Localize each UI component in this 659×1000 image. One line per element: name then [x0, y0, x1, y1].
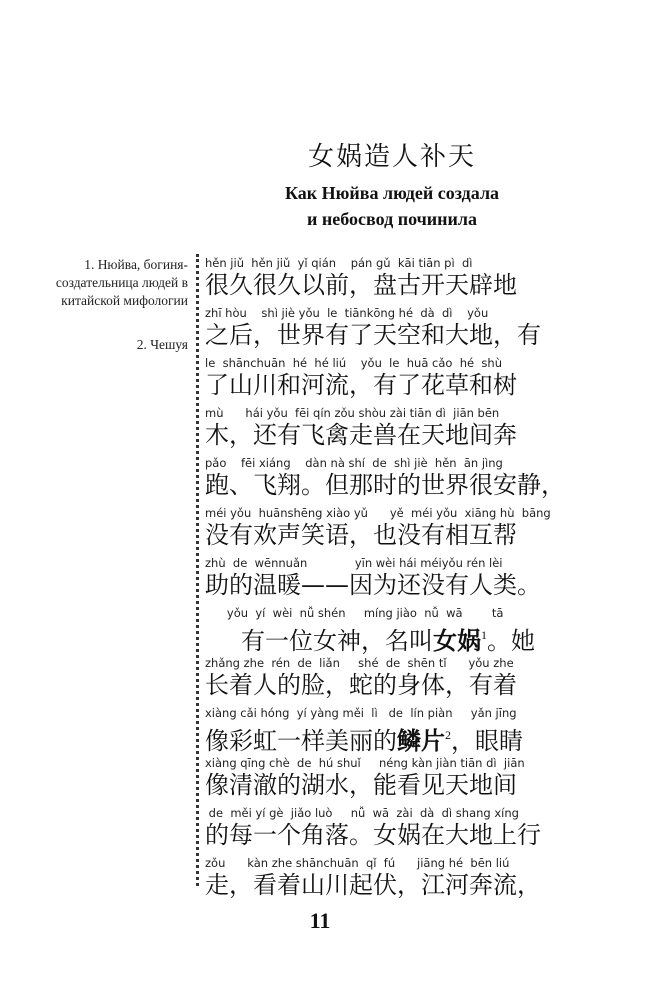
hanzi-line: 助的温暖——因为还没有人类。: [205, 571, 541, 599]
text-line: [205, 606, 585, 655]
footnote-ref-1: 1: [481, 628, 487, 642]
page-number: 11: [309, 908, 331, 933]
hanzi-line: 长着人的脸，蛇的身体，有着: [205, 671, 517, 699]
pinyin-line: zhǎng zhe rén de liǎn shé de shēn tǐ yǒu zhe: [205, 656, 514, 670]
hanzi-line: 像清澈的湖水，能看见天地间: [205, 771, 517, 799]
text-line: [205, 556, 585, 600]
pinyin-line: mù hái yǒu fēi qín zǒu shòu zài tiān dì jiān bēn: [205, 406, 500, 420]
pinyin-line: zhī hòu shì jiè yǒu le tiānkōng hé dà dì yǒu: [205, 306, 489, 320]
hanzi-text: 像彩虹一样美丽的: [205, 727, 397, 755]
glossed-term-nuwa: 女娲: [433, 627, 481, 655]
pinyin-line: le shānchuān hé hé liú yǒu le huā cǎo hé shù: [205, 356, 503, 370]
text-line: [205, 656, 585, 700]
pinyin-line: xiàng qīng chè de hú shuǐ néng kàn jiàn tiān dì jiān: [205, 756, 525, 770]
pinyin-line: pǎo fēi xiáng dàn nà shí de shì jiè hěn ān jìng: [205, 456, 503, 470]
pinyin-line: méi yǒu huānshēng xiào yǔ yě méi yǒu xiāng hù bāng: [205, 506, 551, 520]
text-line: [205, 356, 585, 400]
hanzi-line: 了山川和河流，有了花草和树: [205, 371, 517, 399]
hanzi-line: 没有欢声笑语，也没有相互帮: [205, 521, 517, 549]
pinyin-line: zǒu kàn zhe shānchuān qǐ fú jiāng hé bēn liú: [205, 856, 510, 870]
subtitle-line-1: Как Нюйва людей создала: [284, 183, 500, 203]
hanzi-line: [205, 720, 585, 755]
subtitle: [192, 180, 592, 232]
pinyin-line: yǒu yí wèi nǚ shén míng jiào nǚ wā tā: [205, 606, 504, 620]
footnotes: [40, 256, 188, 354]
text-line: [205, 406, 585, 450]
hanzi-line: 木，还有飞禽走兽在天地间奔: [205, 421, 517, 449]
hanzi-line: 走，看着山川起伏，江河奔流，: [205, 871, 541, 899]
subtitle-line-2: и небосвод починила: [307, 209, 477, 229]
hanzi-line: 跑、飞翔。但那时的世界很安静，: [205, 471, 565, 499]
pinyin-line: hěn jiǔ hěn jiǔ yǐ qián pán gǔ kāi tiān pì dì: [205, 256, 473, 270]
hanzi-line: 很久很久以前，盘古开天辟地: [205, 271, 517, 299]
text-line: [205, 756, 585, 800]
hanzi-line: 之后，世界有了天空和大地，有: [205, 321, 541, 349]
page-title: 女娲造人补天: [307, 142, 476, 172]
hanzi-text: ，眼睛: [451, 727, 523, 755]
pinyin-line: zhù de wēnnuǎn yīn wèi hái méiyǒu rén lèi: [205, 556, 503, 570]
pinyin-line: de měi yí gè jiǎo luò nǚ wā zài dà dì shang xíng: [205, 806, 519, 820]
hanzi-line: [205, 620, 585, 655]
footnote-1: 1. Нюйва, богиня-создательница людей в китайской мифологии: [55, 257, 188, 308]
text-line: [205, 306, 585, 350]
text-line: [205, 856, 585, 900]
footnote-ref-2: 2: [445, 728, 451, 742]
text-line: [205, 706, 585, 755]
text-line: [205, 806, 585, 850]
text-line: [205, 506, 585, 550]
hanzi-text: 。她: [487, 627, 535, 655]
hanzi-text: 有一位女神，名叫: [241, 627, 433, 655]
hanzi-line: 的每一个角落。女娲在大地上行: [205, 821, 541, 849]
dotted-divider: [196, 254, 199, 886]
pinyin-line: xiàng cǎi hóng yí yàng měi lì de lín piàn yǎn jīng: [205, 706, 517, 720]
text-line: [205, 456, 585, 500]
footnote-2: 2. Чешуя: [136, 337, 188, 352]
story-text: [205, 256, 585, 906]
glossed-term-scales: 鳞片: [397, 727, 445, 755]
text-line: [205, 256, 585, 300]
